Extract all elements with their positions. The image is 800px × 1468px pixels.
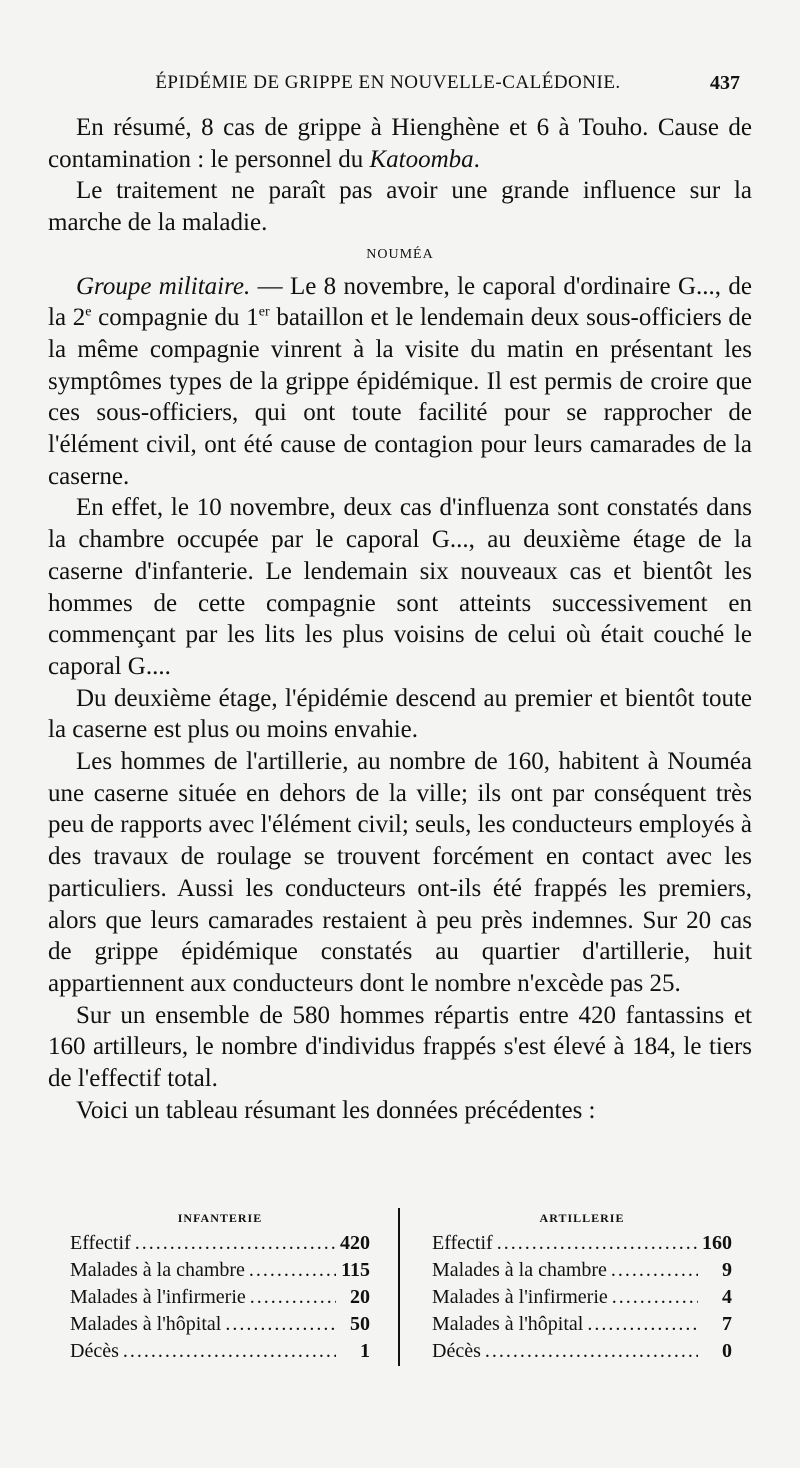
leader-dots	[225, 1311, 336, 1338]
leader-dots	[249, 1257, 336, 1284]
paragraph-text: — Le 8 novembre, le caporal d'ordinaire G..., de la 2	[48, 272, 752, 332]
leader-dots	[123, 1338, 336, 1365]
row-label: Malades à l'hôpital	[70, 1313, 222, 1335]
paragraph-summary	[48, 112, 752, 175]
infanterie-table	[70, 1206, 370, 1365]
paragraph-lead: Groupe militaire.	[76, 272, 251, 300]
row-value: 50	[350, 1313, 370, 1335]
table-row	[432, 1284, 732, 1311]
leader-dots	[135, 1230, 336, 1257]
table-row	[432, 1311, 732, 1338]
leader-dots	[497, 1230, 698, 1257]
superscript: er	[258, 304, 270, 320]
paragraph-text: compagnie du 1	[91, 304, 259, 332]
table-row	[432, 1230, 732, 1257]
row-value: 160	[702, 1232, 732, 1254]
row-value: 20	[350, 1286, 370, 1308]
table-divider	[398, 1208, 400, 1366]
leader-dots	[587, 1311, 698, 1338]
row-label: Décès	[70, 1340, 119, 1362]
paragraph-text: En résumé, 8 cas de grippe à Hienghène et 6 à Touho. Cause de contamination : le personnel du	[48, 114, 752, 173]
row-label: Malades à la chambre	[70, 1259, 245, 1281]
row-value: 420	[340, 1232, 370, 1254]
paragraph-table-intro: Voici un tableau résumant les données précédentes :	[76, 1096, 596, 1124]
row-label: Effectif	[432, 1232, 493, 1254]
summary-tables	[70, 1206, 750, 1366]
table-title: ARTILLERIE	[539, 1211, 625, 1225]
running-title: ÉPIDÉMIE DE GRIPPE EN NOUVELLE-CALÉDONIE.	[155, 72, 621, 93]
paragraph-spread: En effet, le 10 novembre, deux cas d'influenza sont constatés dans la chambre occupée par le caporal G..., au deuxième étage de la caserne d'infanterie. Le lendemain six nouveaux cas et bientôt les hommes de cette compagnie sont atteints successivement en commençant par les lits les plus voisins de celui où était couché le caporal G....	[48, 494, 752, 680]
row-label: Malades à l'infirmerie	[70, 1286, 246, 1308]
paragraph-text: .	[473, 145, 480, 173]
body-text	[48, 112, 752, 1127]
row-label: Décès	[432, 1340, 481, 1362]
leader-dots	[485, 1338, 698, 1365]
page-number: 437	[710, 72, 740, 94]
section-title: NOUMÉA	[366, 246, 434, 262]
row-value: 9	[722, 1259, 732, 1281]
paragraph-second-floor: Du deuxième étage, l'épidémie descend au premier et bientôt toute la caserne est plus ou moins envahie.	[48, 684, 752, 744]
row-value: 1	[360, 1340, 370, 1362]
ship-name: Katoomba	[369, 145, 474, 173]
row-value: 4	[722, 1286, 732, 1308]
table-row	[70, 1311, 370, 1338]
table-row	[432, 1338, 732, 1365]
paragraph-treatment: Le traitement ne paraît pas avoir une grande influence sur la marche de la maladie.	[48, 177, 752, 237]
running-head	[0, 72, 800, 102]
paragraph-military-group	[48, 271, 752, 493]
row-value: 0	[722, 1340, 732, 1362]
table-row	[70, 1257, 370, 1284]
paragraph-text: bataillon et le lendemain deux sous-officiers de la même compagnie vinrent à la visite du matin en présentant les symptômes types de la grippe épidémique. Il est permis de croire que ces sous-officiers, qui ont toute facilité pour se rapprocher de l'élément civil, ont été cause de contagion pour leurs camarades de la caserne.	[48, 304, 753, 490]
row-label: Malades à l'hôpital	[432, 1313, 584, 1335]
table-row	[70, 1230, 370, 1257]
row-value: 7	[722, 1313, 732, 1335]
leader-dots	[612, 1284, 698, 1311]
table-row	[432, 1257, 732, 1284]
leader-dots	[611, 1257, 698, 1284]
table-row	[70, 1338, 370, 1365]
row-label: Effectif	[70, 1232, 131, 1254]
paragraph-totals: Sur un ensemble de 580 hommes répartis entre 420 fantassins et 160 artilleurs, le nombre d'individus frappés s'est élevé à 184, le tiers de l'effectif total.	[48, 1001, 752, 1093]
row-label: Malades à l'infirmerie	[432, 1286, 608, 1308]
leader-dots	[250, 1284, 336, 1311]
paragraph-artillery: Les hommes de l'artillerie, au nombre de 160, habitent à Nouméa une caserne située en dehors de la ville; ils ont par conséquent très peu de rapports avec l'élément civil; seuls, les conducteurs employés à des travaux de roulage se trouvent forcément en contact avec les particuliers. Aussi les conducteurs ont-ils été frappés les premiers, alors que leurs camarades restaient à peu près indemnes. Sur 20 cas de grippe épidémique constatés au quartier d'artillerie, huit appartiennent aux conducteurs dont le nombre n'excède pas 25.	[48, 748, 752, 997]
table-row	[70, 1284, 370, 1311]
row-value: 115	[341, 1259, 370, 1281]
table-title: INFANTERIE	[177, 1211, 263, 1225]
superscript: e	[85, 304, 92, 320]
artillerie-table	[432, 1206, 732, 1365]
row-label: Malades à la chambre	[432, 1259, 607, 1281]
